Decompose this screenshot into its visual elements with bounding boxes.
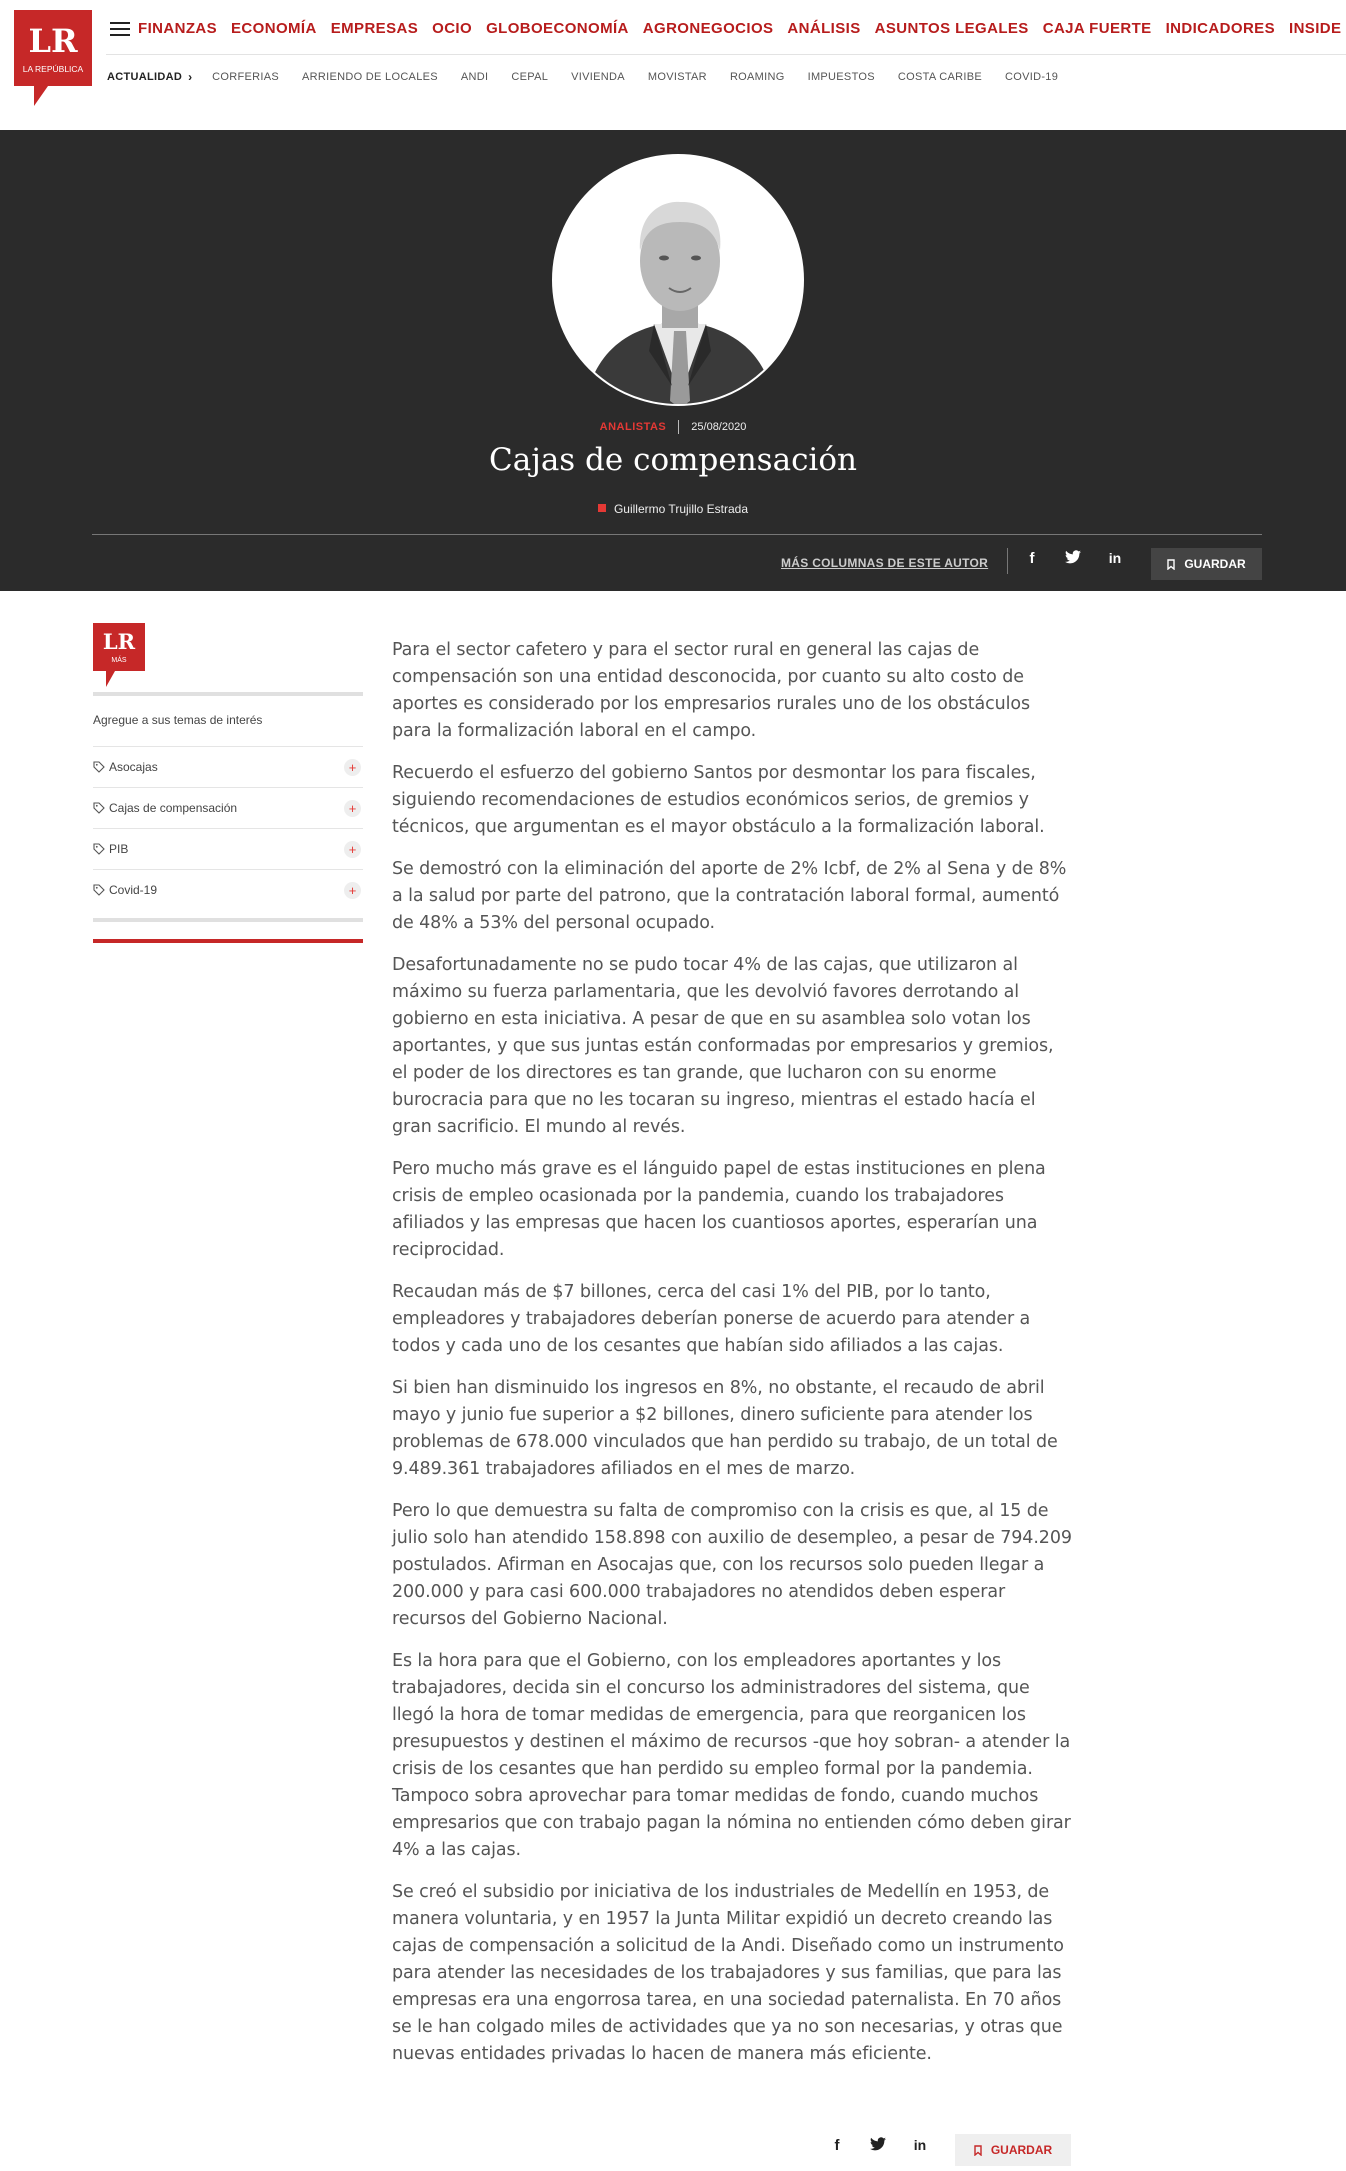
main-nav-item[interactable]: ANÁLISIS (787, 20, 861, 37)
tag-icon (93, 884, 105, 896)
site-logo[interactable] (14, 10, 92, 106)
sub-nav-item[interactable]: MOVISTAR (647, 71, 707, 83)
sidebar-divider (93, 692, 363, 696)
interest-tag-list (93, 746, 363, 910)
interest-tag-label: PIB (109, 842, 129, 856)
article-title: Cajas de compensación (489, 442, 857, 478)
interest-tag[interactable] (93, 746, 363, 787)
hero-separator (1007, 548, 1008, 574)
interest-tag-label-wrap (93, 883, 157, 897)
sub-nav-item[interactable]: ARRIENDO DE LOCALES (301, 71, 438, 83)
tag-icon (93, 843, 105, 855)
article-paragraph: Se creó el subsidio por iniciativa de los industriales de Medellín en 1953, de manera voluntaria, y en 1957 la Junta Militar expidió un decreto creando las cajas de compensación a solicitud de la Andi. Diseñado como un instrumento para atender las necesidades de los trabajadores y sus familias, que para las empresas era una engorrosa tarea, en una sociedad paternalista. En 70 años se le han colgado miles de actividades que ya no son necesarias, y otras que nuevas entidades privadas lo hacen de manera más eficiente. (392, 1882, 1064, 2064)
article-paragraph: Pero lo que demuestra su falta de compromiso con la crisis es que, al 15 de julio solo han atendido 158.898 con auxilio de desempleo, a pesar de 794.209 postulados. Afirman en Asocajas que, con los recursos solo pueden llegar a 200.000 y para casi 600.000 trabajadores no atendidos deben esperar recursos del Gobierno Nacional. (392, 1501, 1072, 1629)
main-nav-item[interactable]: INDICADORES (1165, 20, 1275, 37)
article-meta (0, 420, 1346, 434)
tag-icon (93, 802, 105, 814)
linkedin-icon[interactable]: in (913, 2137, 927, 2153)
sub-nav-item[interactable]: CORFERIAS (212, 71, 279, 83)
article-paragraph: Es la hora para que el Gobierno, con los empleadores aportantes y los trabajadores, decida sin el concurso los administradores del sistema, que llegó la hora de tomar medidas de emergencia, para que reorganicen los presupuestos y destinen el máximo de recursos -que hoy sobran- a atender la crisis de los cesantes que han perdido su empleo formal por la pandemia. Tampoco sobra aprovechar para tomar medidas de fondo, cuando muchos empresarios que con trabajo pagan la nómina no entienden cómo deben girar 4% a las cajas. (392, 1651, 1071, 1860)
save-button-label: GUARDAR (990, 2143, 1053, 2157)
interest-tag-label: Covid-19 (109, 883, 158, 897)
sub-nav-item[interactable]: VIVIENDA (571, 71, 625, 83)
save-button-label: GUARDAR (1184, 557, 1246, 571)
sub-nav-item[interactable]: COSTA CARIBE (897, 71, 982, 83)
sidebar-divider-bottom (93, 918, 363, 922)
add-tag-icon[interactable]: + (344, 759, 361, 776)
article-paragraph: Se demostró con la eliminación del aporte de 2% Icbf, de 2% al Sena y de 8% a la salud por parte del patrono, que la contratación laboral formal, aumentó de 48% a 53% del personal ocupado. (392, 859, 1067, 933)
bookmark-icon (974, 2145, 982, 2156)
sub-nav-current[interactable]: ACTUALIDAD (107, 71, 183, 83)
linkedin-icon[interactable]: in (1108, 550, 1122, 566)
article-paragraph: Desafortunadamente no se pudo tocar 4% de las cajas, que utilizaron al máximo su fuerza parlamentaria, que les devolvió favores derrotando al gobierno en esta iniciativa. A pesar de que en su asamblea solo votan los aportantes, y que sus juntas están conformadas por empresarios y gremios, el poder de los directores es tan grande, que lucharon con su enorme burocracia para que no les tocaran su ingreso, mientras el estado hacía el gran sacrificio. El mundo al revés. (392, 955, 1054, 1137)
sub-nav-item[interactable]: COVID-19 (1004, 71, 1059, 83)
main-nav-item[interactable]: FINANZAS (138, 20, 218, 37)
article-paragraph: Recuerdo el esfuerzo del gobierno Santos por desmontar los para fiscales, siguiendo recomendaciones de estudios económicos serios, de gremios y técnicos, que argumentan es el mayor obstáculo a la formalización laboral. (392, 763, 1045, 837)
main-nav-item[interactable]: ECONOMÍA (231, 20, 317, 37)
save-button[interactable] (1151, 548, 1262, 580)
sub-nav-item[interactable]: IMPUESTOS (807, 71, 875, 83)
article-paragraph: Si bien han disminuido los ingresos en 8%, no obstante, el recaudo de abril mayo y junio fue superior a $2 billones, dinero suficiente para atender los problemas de 678.000 vinculados que han perdido su trabajo, de un total de 9.489.361 trabajadores afiliados en el mes de marzo. (392, 1378, 1058, 1479)
article-paragraph: Pero mucho más grave es el lánguido papel de estas instituciones en plena crisis de empleo ocasionada por la pandemia, cuando los trabajadores afiliados y las empresas que hacen los cuantiosos aportes, esperarían una reciprocidad. (392, 1159, 1046, 1260)
sub-nav-item[interactable]: ANDI (460, 71, 489, 83)
svg-text:LR: LR (28, 22, 78, 60)
hero-divider (92, 534, 1262, 535)
author-bullet-icon (598, 504, 606, 512)
publish-date: 25/08/2020 (691, 420, 747, 433)
sub-nav (107, 70, 1081, 84)
interest-tag[interactable] (93, 869, 363, 910)
sidebar-heading: Agregue a sus temas de interés (93, 713, 263, 727)
facebook-icon[interactable]: f (834, 2137, 840, 2154)
nav-divider (106, 54, 1346, 55)
hamburger-icon[interactable] (110, 22, 130, 38)
article-hero (0, 130, 1346, 591)
add-tag-icon[interactable]: + (344, 882, 361, 899)
article-paragraph: Para el sector cafetero y para el sector rural en general las cajas de compensación son una entidad desconocida, por cuanto su alto costo de aportes es considerado por los empresarios rurales uno de los obstáculos para la formalización laboral en el campo. (392, 640, 1031, 741)
chevron-right-icon: › (188, 70, 193, 84)
interest-tag-label: Asocajas (109, 760, 158, 774)
category-label[interactable]: ANALISTAS (599, 420, 667, 433)
svg-text:MÁS: MÁS (111, 657, 127, 664)
interest-tag-label-wrap (93, 760, 158, 774)
sub-nav-item[interactable]: CEPAL (511, 71, 549, 83)
add-tag-icon[interactable]: + (344, 800, 361, 817)
main-nav-item[interactable]: ASUNTOS LEGALES (874, 20, 1029, 37)
author-byline[interactable] (0, 502, 1346, 516)
facebook-icon[interactable]: f (1029, 550, 1035, 567)
svg-text:LR: LR (102, 629, 136, 654)
interest-tag-label: Cajas de compensación (109, 801, 238, 815)
main-nav-item[interactable]: CAJA FUERTE (1042, 20, 1152, 37)
svg-text:LA REPÚBLICA: LA REPÚBLICA (22, 64, 84, 74)
interest-tag[interactable] (93, 828, 363, 869)
bookmark-icon (1167, 559, 1175, 570)
add-tag-icon[interactable]: + (344, 841, 361, 858)
main-nav-item[interactable]: AGRONEGOCIOS (642, 20, 774, 37)
main-nav (138, 20, 1346, 37)
sub-nav-item[interactable]: ROAMING (729, 71, 785, 83)
save-button-bottom[interactable] (955, 2134, 1071, 2166)
twitter-icon[interactable] (1061, 550, 1085, 574)
sidebar-accent-bar (93, 939, 363, 943)
main-nav-item[interactable]: INSIDE (1289, 20, 1342, 37)
author-avatar (552, 154, 804, 406)
interest-tag-label-wrap (93, 801, 237, 815)
lr-mas-logo[interactable] (93, 623, 145, 687)
more-columns-link[interactable]: MÁS COLUMNAS DE ESTE AUTOR (781, 556, 989, 570)
interest-tag-label-wrap (93, 842, 128, 856)
twitter-icon[interactable] (866, 2137, 890, 2161)
main-nav-item[interactable]: GLOBOECONOMÍA (486, 20, 629, 37)
main-nav-item[interactable]: OCIO (432, 20, 473, 37)
author-name: Guillermo Trujillo Estrada (613, 502, 749, 516)
interest-tag[interactable] (93, 787, 363, 828)
site-header (0, 0, 1346, 130)
article-paragraph: Recaudan más de $7 billones, cerca del casi 1% del PIB, por lo tanto, empleadores y trabajadores deberían ponerse de acuerdo para atender a todos y cada uno de los cesantes que habían sido afiliados a las cajas. (392, 1282, 1031, 1356)
main-nav-item[interactable]: EMPRESAS (330, 20, 419, 37)
tag-icon (93, 761, 105, 773)
article-body (392, 637, 1072, 2083)
